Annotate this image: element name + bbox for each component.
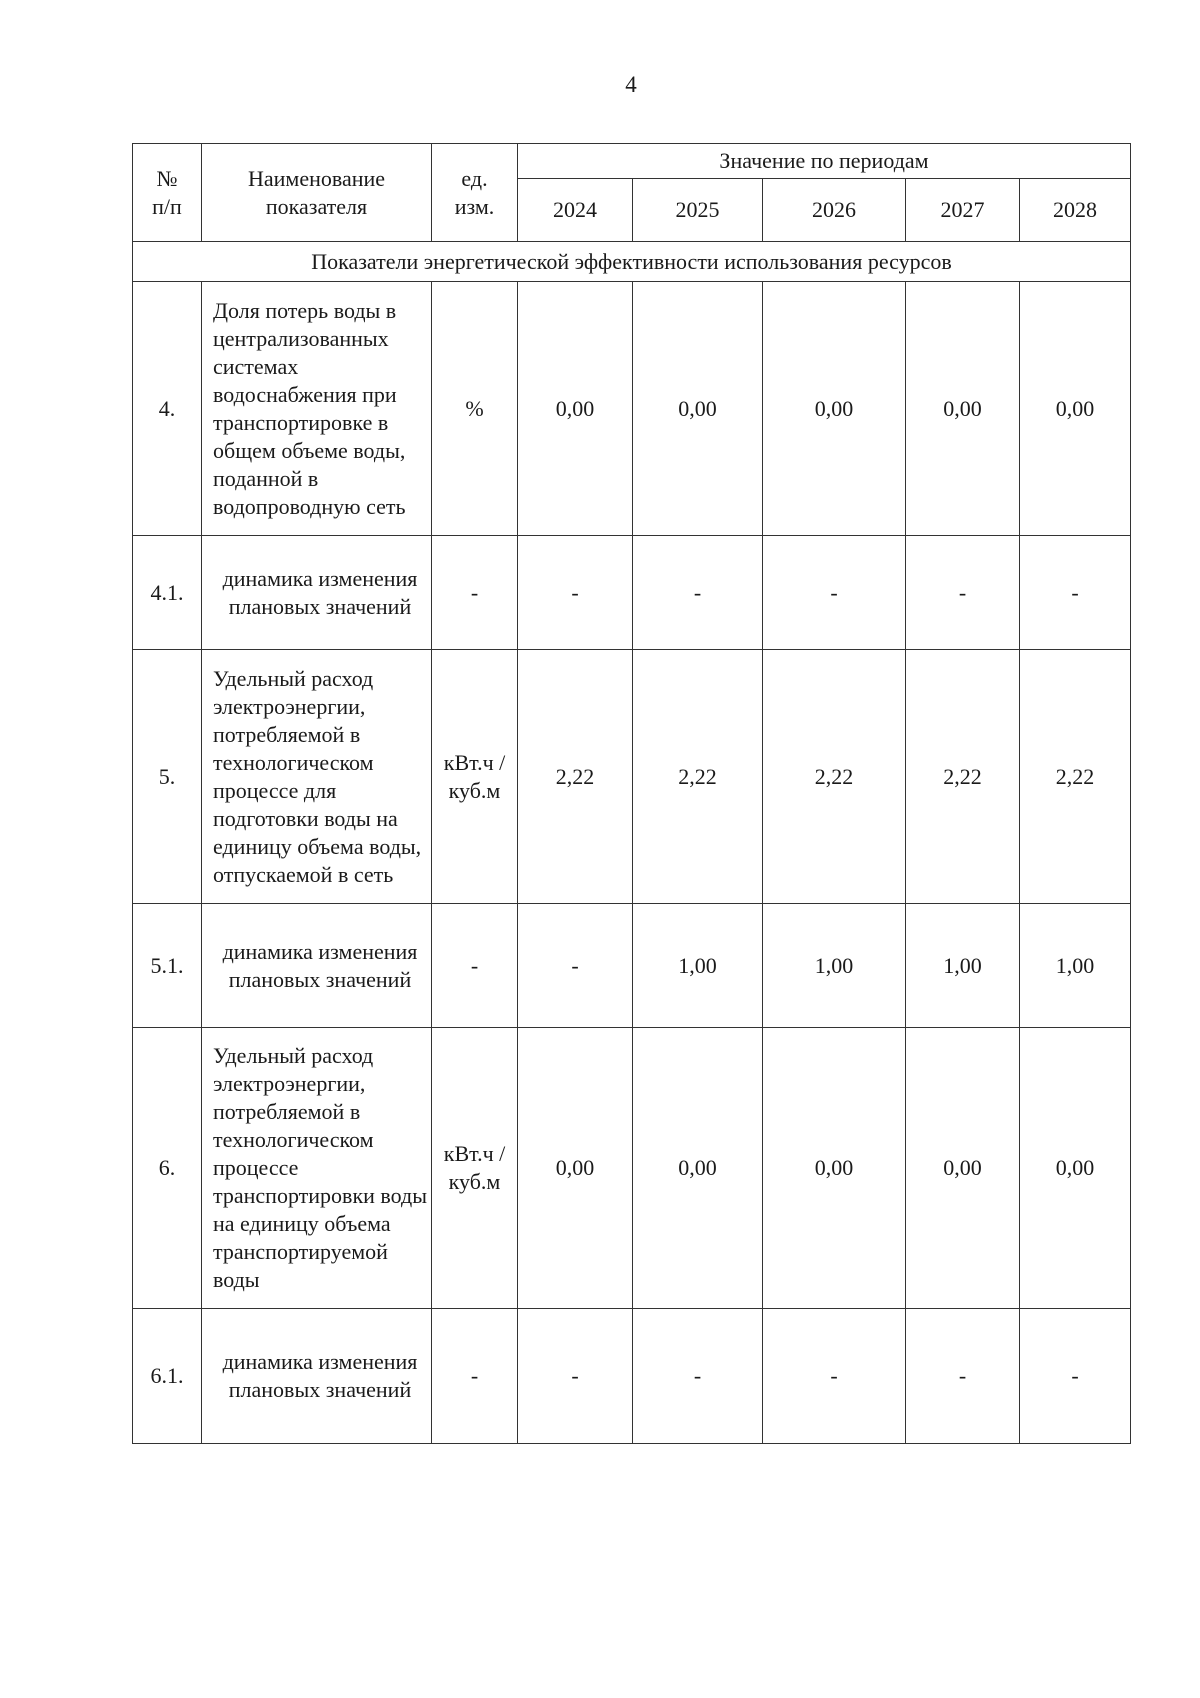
- header-name: [202, 144, 432, 242]
- row-num: 6.: [133, 1028, 202, 1309]
- row-value: 2,22: [1020, 650, 1131, 904]
- row-name: динамика изменения плановых значений: [202, 536, 432, 650]
- row-value: -: [1020, 536, 1131, 650]
- row-unit: кВт.ч / куб.м: [432, 650, 518, 904]
- header-unit: [432, 144, 518, 242]
- header-year: 2025: [633, 179, 763, 242]
- table-row: [133, 650, 1131, 904]
- row-value: -: [518, 536, 633, 650]
- header-num-label: № п/п: [152, 165, 182, 219]
- row-value: 0,00: [1020, 1028, 1131, 1309]
- header-year: 2026: [763, 179, 906, 242]
- row-num: 4.1.: [133, 536, 202, 650]
- row-num: 5.1.: [133, 904, 202, 1028]
- header-num: [133, 144, 202, 242]
- row-value: 0,00: [763, 1028, 906, 1309]
- row-value: -: [763, 1309, 906, 1444]
- header-name-label: Наименование показателя: [247, 165, 386, 219]
- row-value: 0,00: [906, 282, 1020, 536]
- indicators-table: [132, 143, 1131, 1444]
- table-row: [133, 1028, 1131, 1309]
- row-value: 2,22: [906, 650, 1020, 904]
- row-value: 2,22: [518, 650, 633, 904]
- row-num: 5.: [133, 650, 202, 904]
- row-value: 0,00: [518, 1028, 633, 1309]
- row-value: 2,22: [633, 650, 763, 904]
- header-year: 2024: [518, 179, 633, 242]
- row-value: 1,00: [633, 904, 763, 1028]
- row-name: динамика изменения плановых значений: [202, 904, 432, 1028]
- row-value: -: [518, 1309, 633, 1444]
- row-value: -: [906, 1309, 1020, 1444]
- row-value: 0,00: [633, 1028, 763, 1309]
- row-name: Удельный расход электроэнергии, потребляемой в технологическом процессе для подготовки воды на единицу объема воды, отпускаемой в сеть: [202, 650, 432, 904]
- section-title: Показатели энергетической эффективности использования ресурсов: [133, 242, 1131, 282]
- table-row: [133, 1309, 1131, 1444]
- row-value: -: [633, 536, 763, 650]
- header-row-1: [133, 144, 1131, 179]
- row-num: 4.: [133, 282, 202, 536]
- row-value: 0,00: [518, 282, 633, 536]
- section-row: [133, 242, 1131, 282]
- row-value: 0,00: [763, 282, 906, 536]
- header-unit-label: ед. изм.: [454, 165, 495, 219]
- table-row: [133, 282, 1131, 536]
- row-value: -: [518, 904, 633, 1028]
- table-row: [133, 536, 1131, 650]
- row-unit: %: [432, 282, 518, 536]
- header-periods-title: Значение по периодам: [518, 144, 1131, 179]
- row-value: 0,00: [633, 282, 763, 536]
- row-value: 0,00: [906, 1028, 1020, 1309]
- row-value: 2,22: [763, 650, 906, 904]
- row-value: -: [633, 1309, 763, 1444]
- row-value: 1,00: [763, 904, 906, 1028]
- row-unit: -: [432, 904, 518, 1028]
- page-number: 4: [625, 72, 637, 97]
- row-name: Доля потерь воды в централизованных системах водоснабжения при транспортировке в общем объеме воды, поданной в водопроводную сеть: [202, 282, 432, 536]
- header-year: 2027: [906, 179, 1020, 242]
- row-value: 1,00: [906, 904, 1020, 1028]
- row-name: динамика изменения плановых значений: [202, 1309, 432, 1444]
- row-value: 1,00: [1020, 904, 1131, 1028]
- row-unit: -: [432, 536, 518, 650]
- row-unit: -: [432, 1309, 518, 1444]
- row-value: 0,00: [1020, 282, 1131, 536]
- row-value: -: [906, 536, 1020, 650]
- row-unit: кВт.ч / куб.м: [432, 1028, 518, 1309]
- row-name: Удельный расход электроэнергии, потребляемой в технологическом процессе транспортировки воды на единицу объема транспортируемой воды: [202, 1028, 432, 1309]
- table-row: [133, 904, 1131, 1028]
- row-num: 6.1.: [133, 1309, 202, 1444]
- row-value: -: [763, 536, 906, 650]
- row-value: -: [1020, 1309, 1131, 1444]
- header-year: 2028: [1020, 179, 1131, 242]
